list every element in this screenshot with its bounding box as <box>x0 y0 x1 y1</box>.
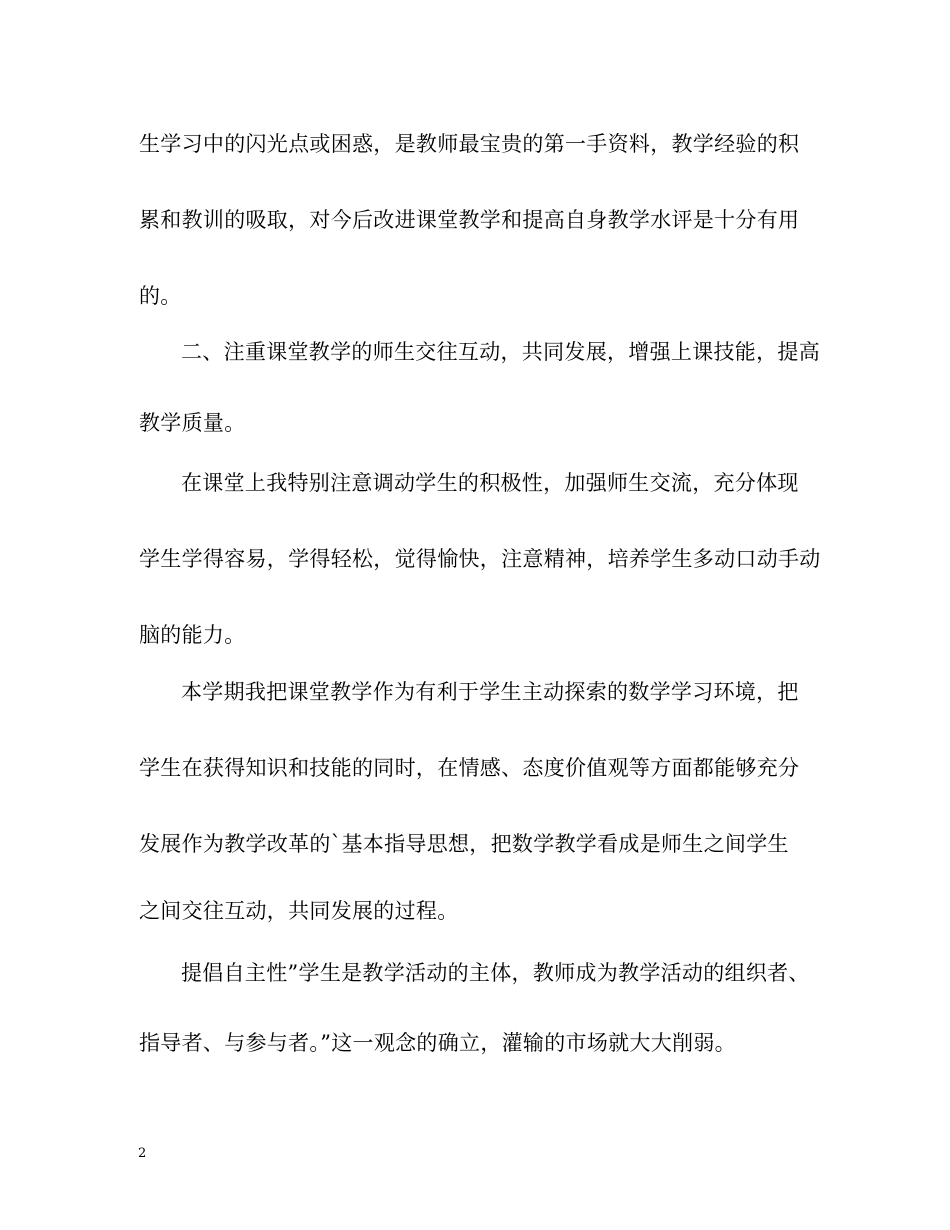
text-line-14: 指导者、与参与者。”这一观念的确立，灌输的市场就大大削弱。 <box>139 1031 736 1055</box>
text-line-7: 学生学得容易，学得轻松，觉得愉快，注意精神，培养学生多动口动手动 <box>139 547 821 571</box>
text-line-9: 本学期我把课堂教学作为有利于学生主动探索的数学学习环境，把 <box>181 680 799 704</box>
text-line-12: 之间交往互动，共同发展的过程。 <box>139 899 459 923</box>
text-line-8: 脑的能力。 <box>139 623 246 647</box>
text-line-2: 累和教训的吸取，对今后改进课堂教学和提高自身教学水评是十分有用 <box>139 208 800 232</box>
text-line-13: 提倡自主性”学生是教学活动的主体，教师成为教学活动的组织者、 <box>181 961 810 985</box>
text-line-6: 在课堂上我特别注意调动学生的积极性，加强师生交流，充分体现 <box>181 471 799 495</box>
text-line-3: 的。 <box>139 284 182 308</box>
text-line-4: 二、注重课堂教学的师生交往互动，共同发展，增强上课技能，提高 <box>181 340 820 364</box>
page-number: 2 <box>138 1146 147 1161</box>
text-line-10: 学生在获得知识和技能的同时，在情感、态度价值观等方面都能够充分 <box>139 756 800 780</box>
text-line-11: 发展作为教学改革的`基本指导思想，把数学教学看成是师生之间学生 <box>139 832 789 856</box>
text-line-1: 生学习中的闪光点或困惑，是教师最宝贵的第一手资料，教学经验的积 <box>139 132 800 156</box>
text-line-5: 教学质量。 <box>139 411 246 435</box>
